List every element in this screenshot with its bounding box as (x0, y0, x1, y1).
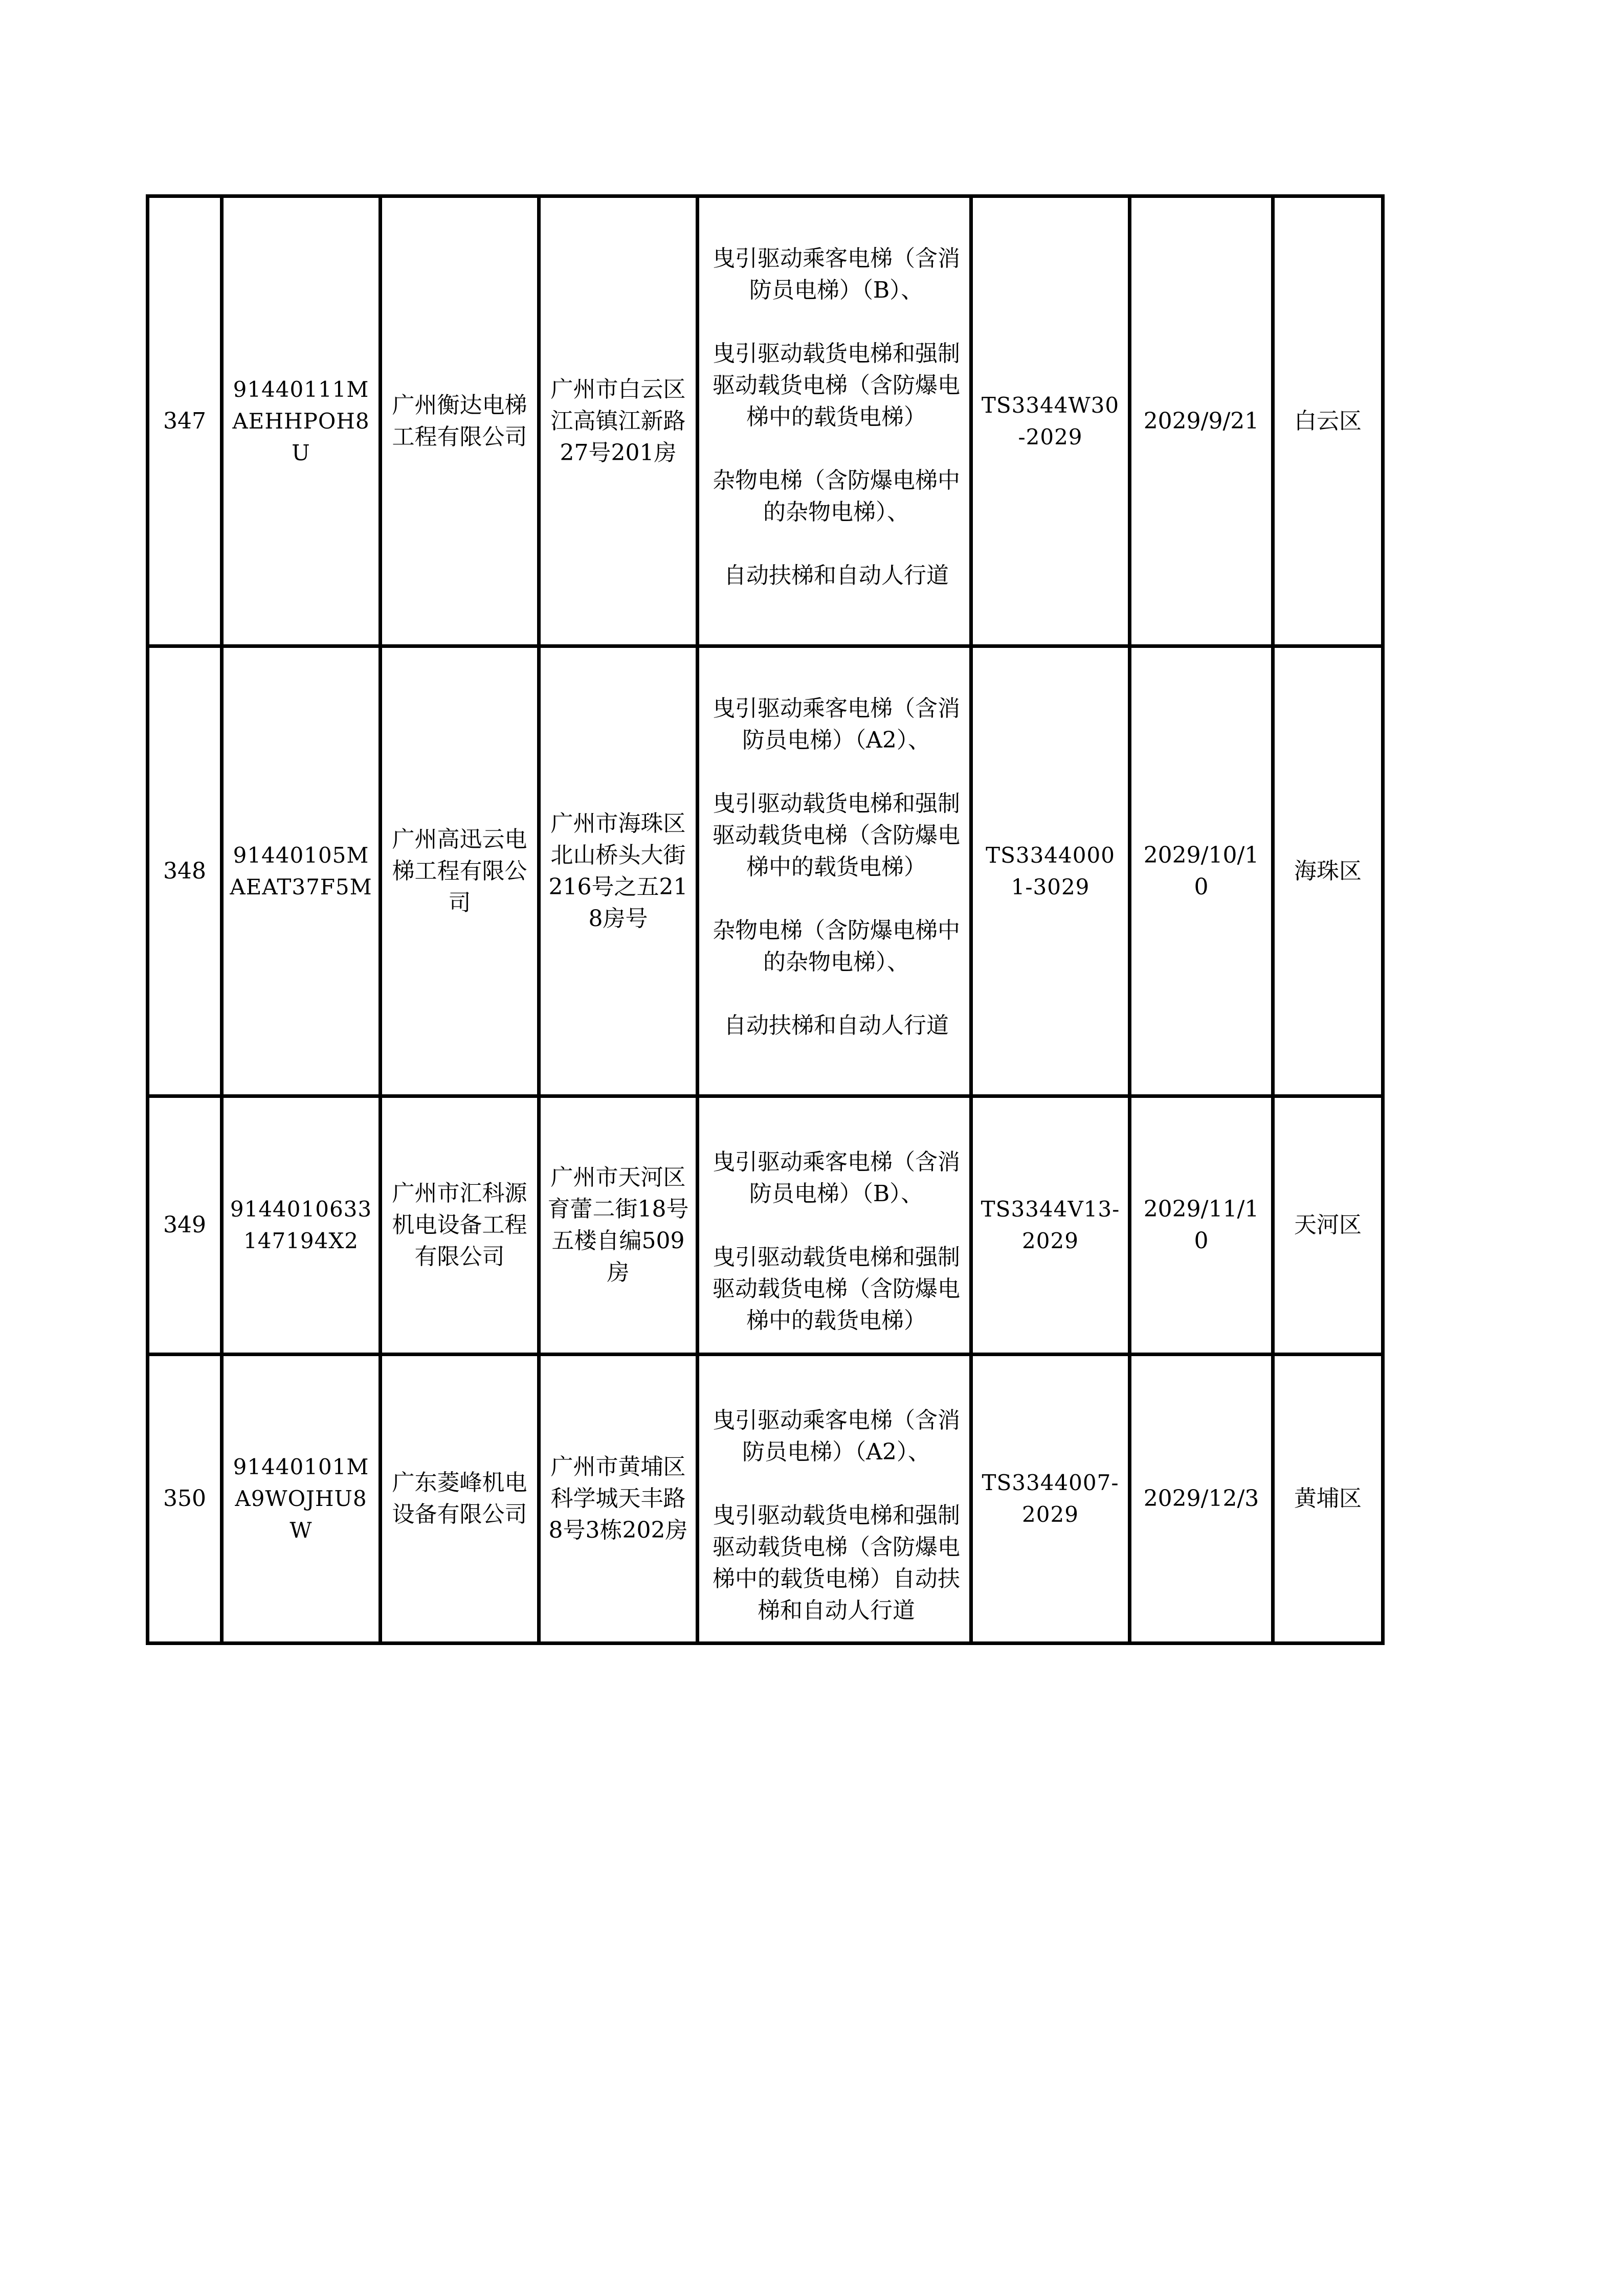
district: 白云区 (1273, 196, 1383, 646)
expiry-date: 2029/9/21 (1130, 196, 1273, 646)
scope-item: 曳引驱动载货电梯和强制驱动载货电梯（含防爆电梯中的载货电梯） (713, 1244, 960, 1334)
scope-item: 自动扶梯和自动人行道 (724, 562, 949, 589)
table-row (148, 646, 1383, 1096)
scope-item: 曳引驱动载货电梯和强制驱动载货电梯（含防爆电梯中的载货电梯）自动扶梯和自动人行道 (713, 1502, 960, 1624)
license-scope (698, 196, 971, 646)
scope-item: 曳引驱动乘客电梯（含消防员电梯）（B）、 (713, 1149, 960, 1207)
table-row (148, 1096, 1383, 1355)
district: 天河区 (1273, 1096, 1383, 1355)
scope-item: 杂物电梯（含防爆电梯中的杂物电梯）、 (713, 917, 960, 975)
company-name: 广州高迅云电梯工程有限公司 (381, 646, 539, 1096)
scope-item: 曳引驱动乘客电梯（含消防员电梯）（A2）、 (713, 1407, 960, 1465)
credit-code: 91440101MA9WOJHU8W (222, 1355, 381, 1644)
company-name: 广州市汇科源机电设备工程有限公司 (381, 1096, 539, 1355)
company-address: 广州市天河区育蕾二街18号五楼自编509房 (539, 1096, 698, 1355)
credit-code: 91440111MAEHHPOH8U (222, 196, 381, 646)
license-number: TS3344007-2029 (971, 1355, 1130, 1644)
license-scope (698, 646, 971, 1096)
row-index: 349 (148, 1096, 222, 1355)
credit-code: 9144010633147194X2 (222, 1096, 381, 1355)
row-index: 350 (148, 1355, 222, 1644)
scope-item: 曳引驱动乘客电梯（含消防员电梯）（B）、 (713, 245, 960, 303)
company-name: 广州衡达电梯工程有限公司 (381, 196, 539, 646)
license-number: TS3344V13-2029 (971, 1096, 1130, 1355)
company-address: 广州市白云区江高镇江新路27号201房 (539, 196, 698, 646)
credit-code: 91440105MAEAT37F5M (222, 646, 381, 1096)
expiry-date: 2029/10/10 (1130, 646, 1273, 1096)
table-row (148, 196, 1383, 646)
scope-item: 曳引驱动乘客电梯（含消防员电梯）（A2）、 (713, 695, 960, 753)
row-index: 348 (148, 646, 222, 1096)
scope-item: 自动扶梯和自动人行道 (724, 1012, 949, 1039)
expiry-date: 2029/12/3 (1130, 1355, 1273, 1644)
license-number: TS3344W30-2029 (971, 196, 1130, 646)
row-index: 347 (148, 196, 222, 646)
company-address: 广州市海珠区北山桥头大街216号之五218房号 (539, 646, 698, 1096)
scope-item: 曳引驱动载货电梯和强制驱动载货电梯（含防爆电梯中的载货电梯） (713, 791, 960, 880)
license-number: TS33440001-3029 (971, 646, 1130, 1096)
license-scope (698, 1355, 971, 1644)
company-name: 广东菱峰机电设备有限公司 (381, 1355, 539, 1644)
district: 海珠区 (1273, 646, 1383, 1096)
license-table (146, 194, 1385, 1645)
company-address: 广州市黄埔区科学城天丰路8号3栋202房 (539, 1355, 698, 1644)
table-row (148, 1355, 1383, 1644)
expiry-date: 2029/11/10 (1130, 1096, 1273, 1355)
district: 黄埔区 (1273, 1355, 1383, 1644)
scope-item: 杂物电梯（含防爆电梯中的杂物电梯）、 (713, 467, 960, 525)
scope-item: 曳引驱动载货电梯和强制驱动载货电梯（含防爆电梯中的载货电梯） (713, 341, 960, 430)
license-scope (698, 1096, 971, 1355)
